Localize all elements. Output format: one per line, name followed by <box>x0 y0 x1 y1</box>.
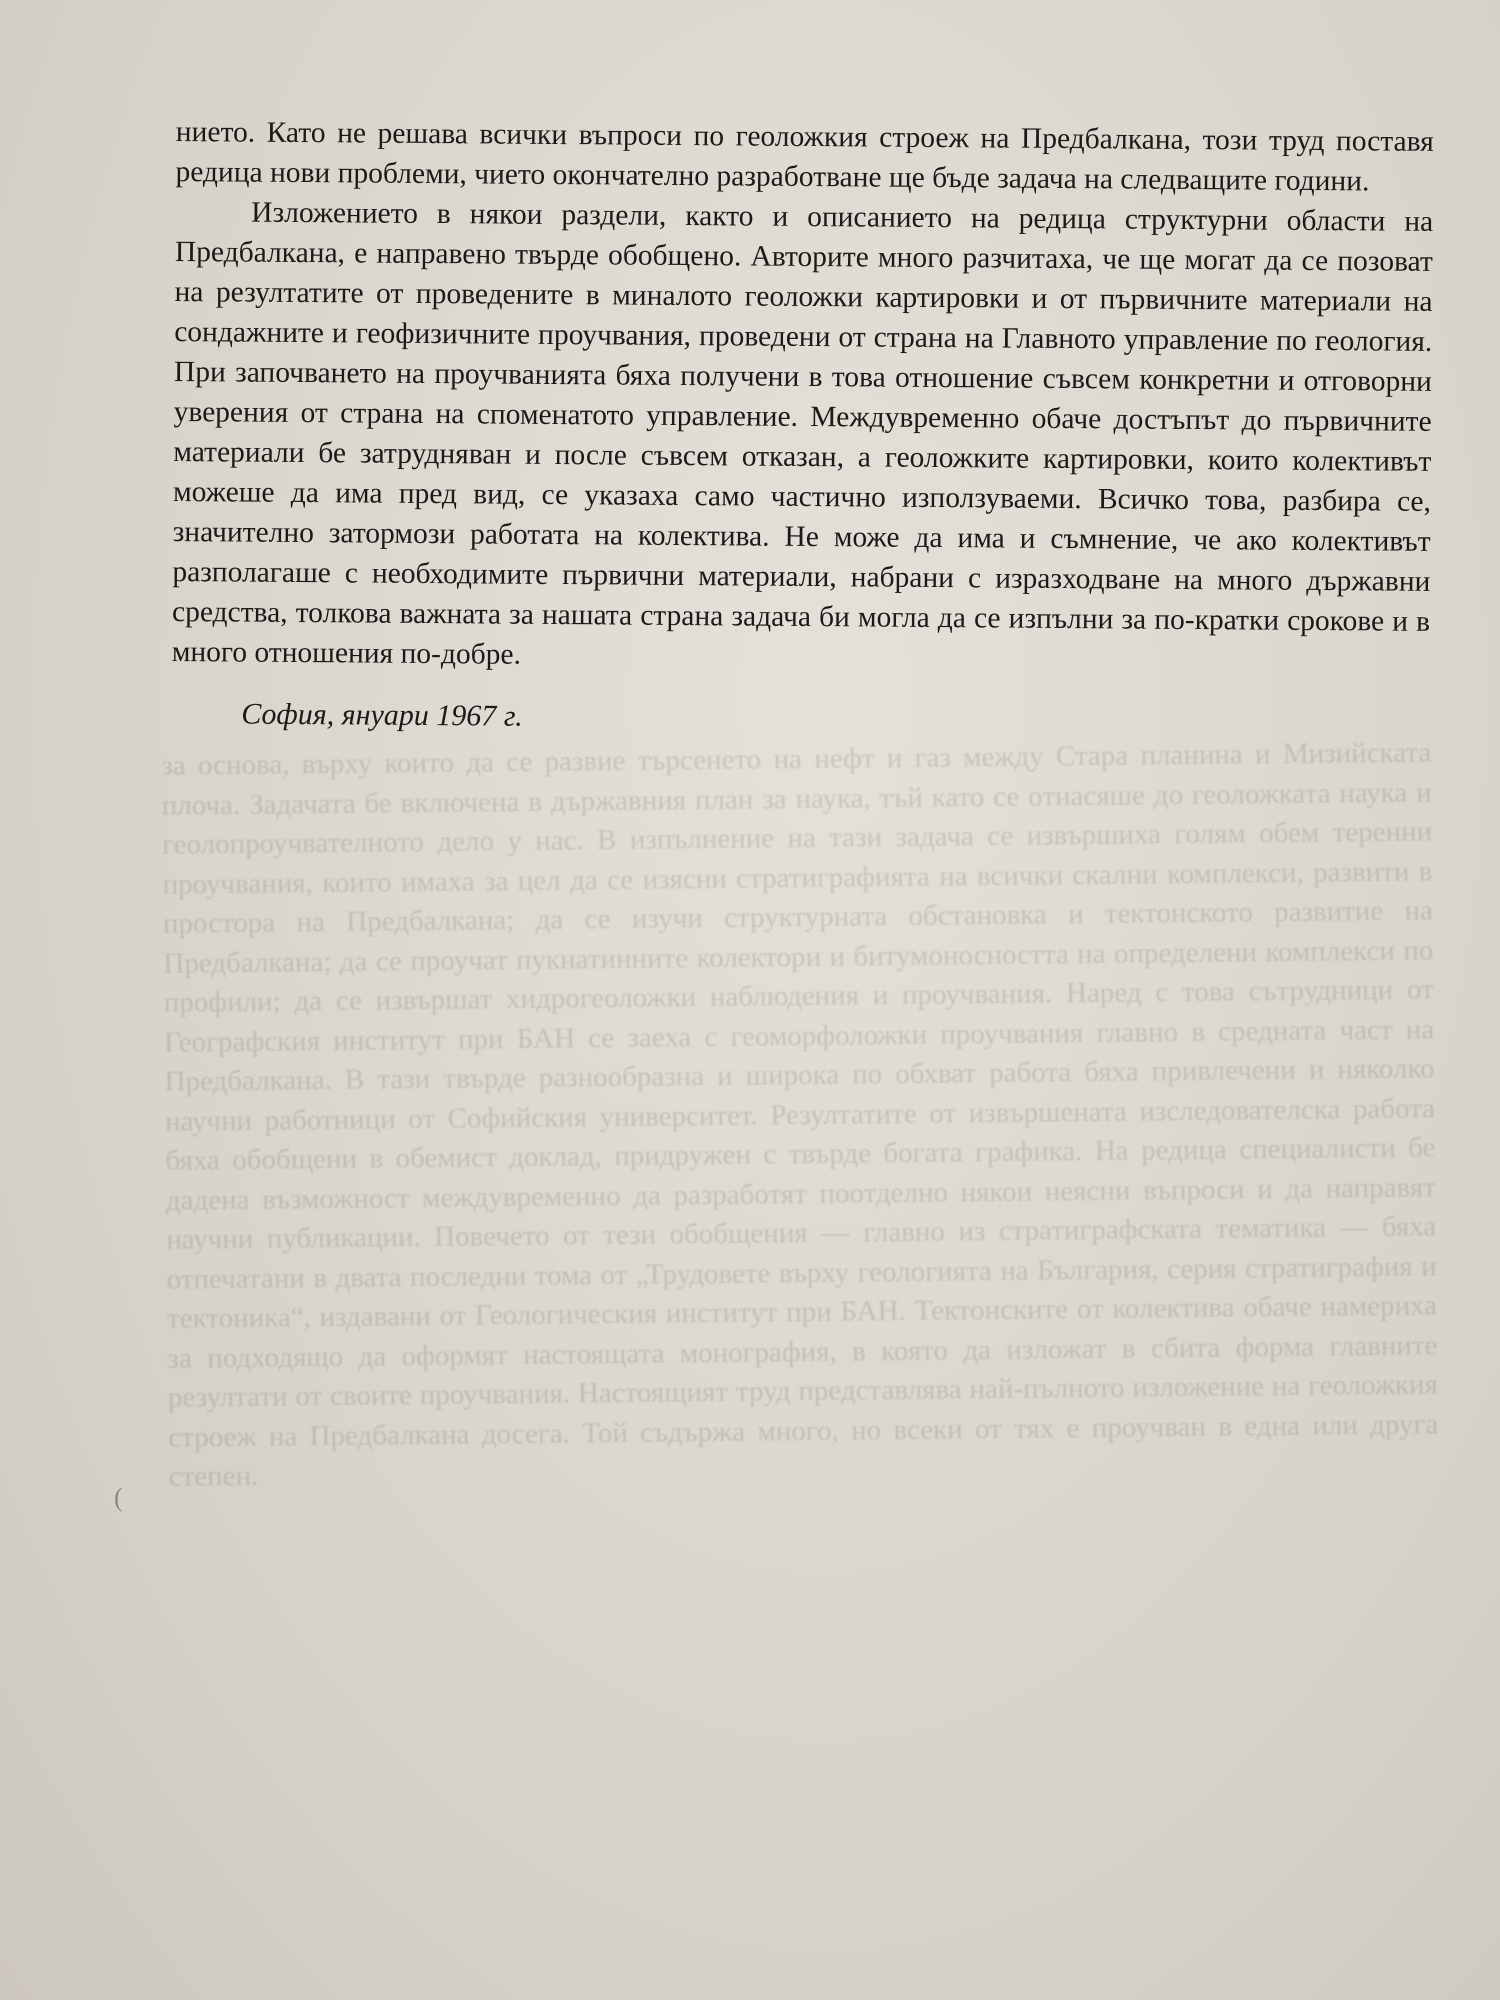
bleed-through-text: за основа, върху които да се развие търсенето на нефт и газ между Стара планина и Мизийската плоча. Задачата бе включена в държавния план за наука, тъй като се отнасяше до геоложката наука и геолопроучвателното дело у нас. В изпълнение на тази задача се извършиха голям обем теренни проучвания, които имаха за цел да се изясни стратиграфията на всички скални комплекси, развити в простора на Предбалкана; да се изучи структурната обстановка и тектонското развитие на Предбалкана; да се проучат пукнатинните колектори и битумоносността на определени комплекси по профили; да се извършат хидрогеоложки наблюдения и проучвания. Наред с това сътрудници от Географския институт при БАН се заеха с геоморфоложки проучвания главно в средната част на Предбалкана. В тази твърде разнообразна и широка по обхват работа бяха привлечени и няколко научни работници от Софийския университет. Резултатите от извършената изследователска работа бяха обобщени в обемист доклад, придружен с твърде богата графика. На редица специалисти бе дадена възможност междувременно да разработят поотделно някои неясни въпроси и да направят научни публикации. Повечето от тези обобщения — главно из стратиграфската тематика — бяха отпечатани в двата последни тома от „Трудовете върху геологията на България, серия стратиграфия и тектоника“, издавани от Геологическия институт при БАН. Тектонските от колектива обаче намериха за подходящо да оформят настоящата монография, в която да изложат в сбита форма главните резултати от своите проучвания. Настоящият труд представлява най-пълното изложение на геоложкия строеж на Предбалкана досега. Той съдържа много, но всеки от тях е проучван в една или друга степен. <box>161 736 1439 1493</box>
main-text <box>171 112 1434 744</box>
paragraph-main: Изложението в някои раздели, както и описанието на редица структурни области на Предбалкана, е направено твърде обобщено. Авторите много разчитаха, че ще могат да се позоват на резултатите от проведените в миналото геоложки картировки и от първичните материали на сондажните и геофизичните проучвания, проведени от страна на Главното управление по геология. При започването на проучванията бяха получени в това отношение съвсем конкретни и отговорни уверения от страна на споменатото управление. Междувременно обаче достъпът до първичните материали бе затрудняван и после съвсем отказан, а геоложките картировки, които колективът можеше да има пред вид, се указаха само частично използуваеми. Всичко това, разбира се, значително затормози работата на колектива. Не може да има и съмнение, че ако колективът разполагаше с необходимите първични материали, набрани с изразходване на много държавни средства, толкова важната за нашата страна задача би могла да се изпълни за по-кратки срокове и в много отношения по-добре. <box>171 196 1434 671</box>
place-date-signature: София, януари 1967 г. <box>241 697 523 733</box>
paragraph-continuation: нието. Като не решава всички въпроси по геоложкия строеж на Предбалкана, този труд поставя редица нови проблеми, чието окончателно разработване ще бъде задача на следващите години. <box>175 115 1434 198</box>
margin-mark: ( <box>114 1483 123 1512</box>
